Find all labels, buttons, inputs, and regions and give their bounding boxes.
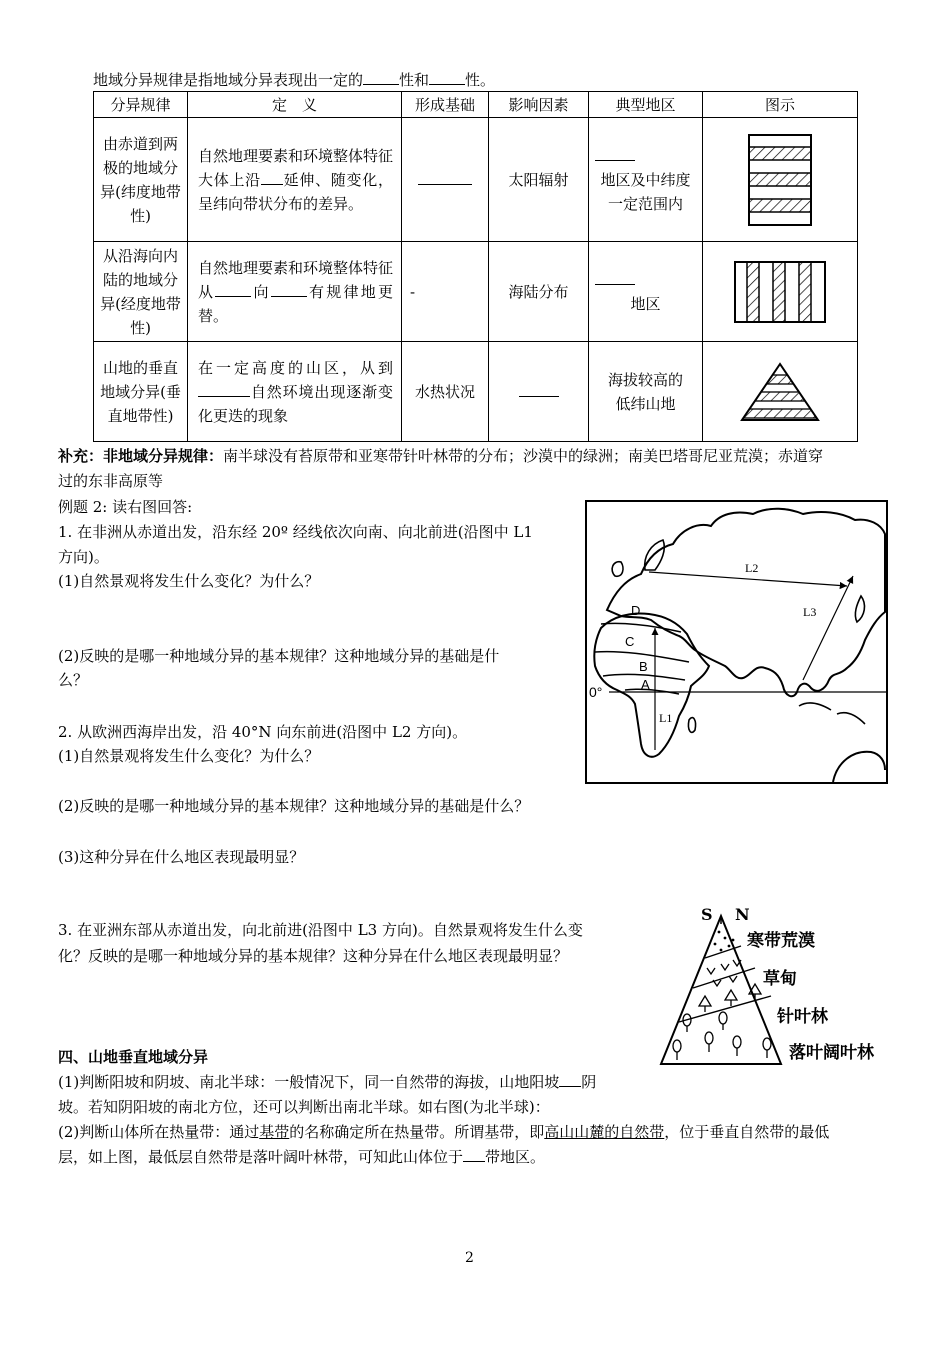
definition-text: 自然环境出现逐渐变化更迭的现象 [198,382,393,425]
region-text: 地区 [630,294,661,313]
diagram-cell [703,242,858,342]
table-header-row [94,92,858,118]
section-paragraph: 坡。若知阴阳坡的南北方位，还可以判断出南北半球。如右图(为北半球)： [58,1098,550,1116]
table-row [94,342,858,442]
header-cell: 分异规律 [94,92,188,118]
blank [519,382,559,397]
rule-name: 从沿海向内陆的地域分异(经度地带性) [94,242,188,342]
zone-label: 草甸 [763,969,797,989]
map-label-d: D [631,603,641,618]
map-label-l1: L1 [659,711,673,725]
definition-text: 在一定高度的山区，从到 [198,358,393,377]
blank [463,1147,485,1162]
paragraph-text: (2)判断山体所在热量带：通过 [58,1123,260,1141]
paragraph-text: 的名称确定所在热量带。所谓基带，即 [289,1123,545,1141]
example-title: 例题 2: 读右图回答: [58,498,193,516]
question-text: (2)反映的是哪一种地域分异的基本规律？这种地域分异的基础是什 [58,647,500,665]
map-label-l2: L2 [745,561,759,575]
paragraph-text: 带地区。 [485,1148,546,1166]
blank [271,282,307,297]
question-text: 么？ [58,671,89,689]
rule-definition [188,342,402,442]
blank [198,382,250,397]
section-paragraph [58,1072,596,1092]
factor-cell [489,342,589,442]
rule-name: 由赤道到两极的地域分异(纬度地带性) [94,118,188,242]
section-paragraph [58,1147,545,1167]
map-label-b: B [639,659,648,674]
basis-cell: 水热状况 [402,342,489,442]
slope-label-n: N [735,905,750,924]
slope-label-s: S [701,905,713,924]
blank [215,282,251,297]
question-text: (2)反映的是哪一种地域分异的基本规律？这种地域分异的基础是什么？ [58,797,530,815]
header-cell: 影响因素 [489,92,589,118]
region-cell: 海拔较高的低纬山地 [589,342,703,442]
definition-text: 自然地理要素和环境整体特征从 [198,258,394,301]
supplement-text: 南半球没有苔原带和亚寒带针叶林带的分布；沙漠中的绿洲；南美巴塔哥尼亚荒漠；赤道穿 [223,447,824,465]
intro-line [93,70,495,90]
page-number: 2 [465,1250,474,1266]
intro-before: 地域分异规律是指地域分异表现出一定的 [93,71,364,89]
supplement-line-1 [58,446,823,466]
table-row [94,242,858,342]
horizontal-stripes-diagram [748,134,812,226]
underlined-term: 高山山麓的自然带 [544,1123,665,1141]
region-cell [589,118,703,242]
zonation-table [93,91,858,442]
blank [418,170,472,185]
rule-definition [188,242,402,342]
section-paragraph [58,1122,829,1142]
vertical-stripes-diagram [734,261,826,323]
blank [559,1072,581,1087]
section-title: 四、山地垂直地域分异 [58,1048,209,1066]
table-row [94,118,858,242]
question-text: 1. 在非洲从赤道出发，沿东经 20º 经线依次向南、向北前进(沿图中 L1 [58,523,533,541]
underlined-term: 基带 [259,1123,290,1141]
paragraph-text: 层，如上图，最低层自然带是落叶阔叶林带，可知此山体位于 [58,1148,464,1166]
factor-cell: 海陆分布 [489,242,589,342]
intro-after: 性。 [465,71,496,89]
basis-cell: - [402,242,489,342]
diagram-cell [703,118,858,242]
diagram-cell [703,342,858,442]
header-cell: 图示 [703,92,858,118]
question-text: 化？反映的是哪一种地域分异的基本规律？这种分异在什么地区表现最明显？ [58,947,569,965]
rule-definition [188,118,402,242]
world-map-figure [585,500,888,784]
map-label-equator: 0° [589,684,603,700]
blank [595,270,635,285]
region-text: 地区及中纬度一定范围内 [600,170,691,213]
definition-text: 有规律地更替。 [198,282,393,325]
basis-cell [402,118,489,242]
map-label-c: C [625,634,635,649]
question-text: 方向)。 [58,548,109,566]
blank [261,170,283,185]
map-label-a: A [641,677,650,692]
triangle-layers-diagram [740,362,820,422]
header-cell: 典型地区 [589,92,703,118]
header-cell: 形成基础 [402,92,489,118]
paragraph-text: ，位于垂直自然带的最低 [664,1123,830,1141]
question-text: (1)自然景观将发生什么变化？为什么？ [58,747,320,765]
definition-text: 向 [251,282,271,301]
blank [429,70,465,85]
question-text: (1)自然景观将发生什么变化？为什么？ [58,572,320,590]
question-text: (3)这种分异在什么地区表现最明显？ [58,848,305,866]
header-cell: 定 义 [188,92,402,118]
definition-text: 自然地理要素和环境整体特征大体上沿 [198,146,394,189]
factor-cell: 太阳辐射 [489,118,589,242]
intro-mid: 性和 [399,71,430,89]
zone-label: 针叶林 [777,1007,828,1027]
blank [595,146,635,161]
question-text: 2. 从欧洲西海岸出发，沿 40°N 向东前进(沿图中 L2 方向)。 [58,723,468,741]
supplement-line-2: 过的东非高原等 [58,472,164,490]
region-cell [589,242,703,342]
paragraph-text: (1)判断阳坡和阴坡、南北半球：一般情况下，同一自然带的海拔，山地阳坡 [58,1073,560,1091]
definition-text: 延伸、随变化，呈纬向带状分布的差异。 [198,170,393,213]
zone-label: 落叶阔叶林 [789,1043,874,1063]
mountain-zonation-figure [655,902,890,1068]
zone-label: 寒带荒漠 [747,931,815,951]
question-text: 3. 在亚洲东部从赤道出发，向北前进(沿图中 L3 方向)。自然景观将发生什么变 [58,921,583,939]
blank [363,70,399,85]
rule-name: 山地的垂直地域分异(垂直地带性) [94,342,188,442]
map-label-l3: L3 [803,605,817,619]
paragraph-text: 阴 [581,1073,597,1091]
supplement-label: 补充：非地域分异规律： [58,447,224,465]
